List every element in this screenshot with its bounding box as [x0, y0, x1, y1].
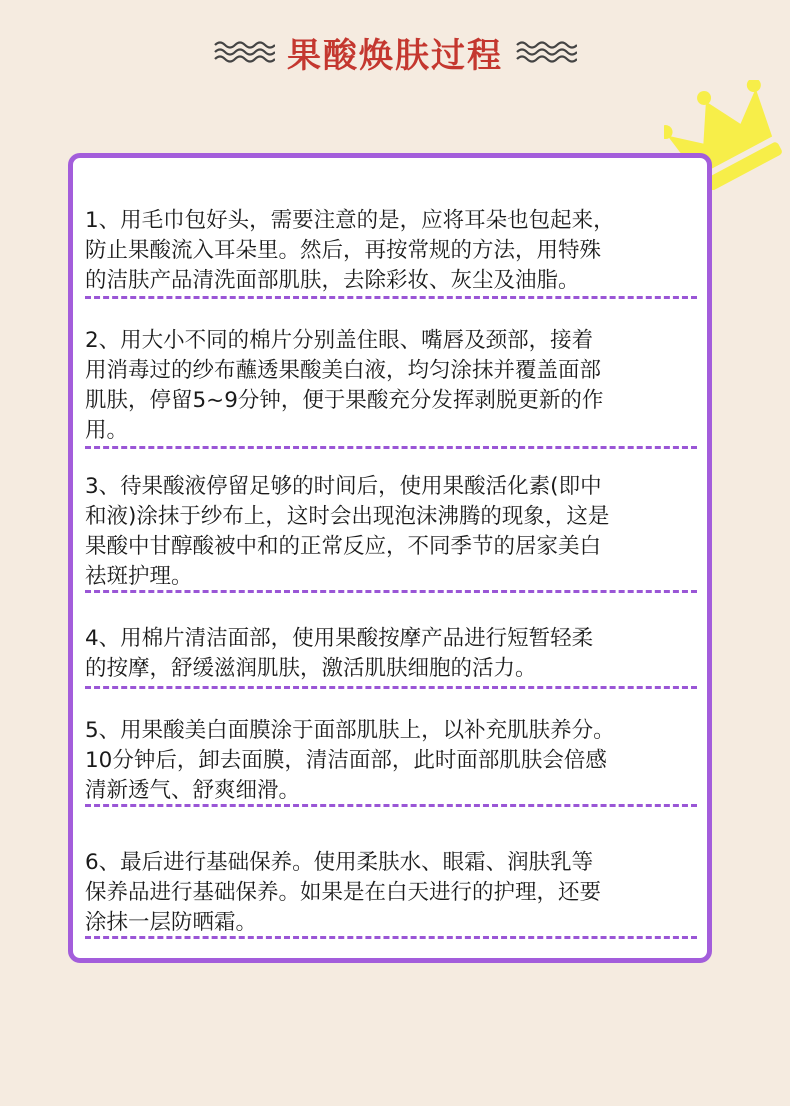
step-line: 防止果酸流入耳朵里。然后，再按常规的方法，用特殊: [85, 238, 602, 263]
wave-icon: [213, 39, 275, 65]
step-5: [85, 716, 710, 806]
step-line: 1、用毛巾包好头，需要注意的是，应将耳朵也包起来，: [85, 208, 615, 233]
step-2: [85, 326, 710, 446]
step-line: 肌肤，停留5~9分钟，便于果酸充分发挥剥脱更新的作: [85, 388, 604, 413]
wave-icon: [515, 39, 577, 65]
dashed-divider: [85, 936, 697, 939]
dashed-divider: [85, 590, 697, 593]
dashed-divider: [85, 804, 697, 807]
step-line: 和液)涂抹于纱布上，这时会出现泡沫沸腾的现象，这是: [85, 504, 610, 529]
dashed-divider: [85, 296, 697, 299]
step-1: [85, 206, 710, 296]
step-line: 的洁肤产品清洗面部肌肤，去除彩妆、灰尘及油脂。: [85, 268, 580, 293]
step-line: 3、待果酸液停留足够的时间后，使用果酸活化素(即中: [85, 474, 602, 499]
step-line: 的按摩，舒缓滋润肌肤，激活肌肤细胞的活力。: [85, 656, 537, 681]
dashed-divider: [85, 686, 697, 689]
page-header: [0, 22, 790, 82]
step-4: [85, 624, 710, 684]
step-line: 保养品进行基础保养。如果是在白天进行的护理，还要: [85, 880, 602, 905]
step-line: 清新透气、舒爽细滑。: [85, 778, 301, 803]
page-title: 果酸焕肤过程: [287, 35, 503, 76]
step-line: 4、用棉片清洁面部，使用果酸按摩产品进行短暂轻柔: [85, 626, 594, 651]
step-6: [85, 848, 710, 938]
dashed-divider: [85, 446, 697, 449]
step-line: 用。: [85, 418, 129, 443]
step-3: [85, 472, 710, 592]
step-line: 6、最后进行基础保养。使用柔肤水、眼霜、润肤乳等: [85, 850, 594, 875]
step-line: 2、用大小不同的棉片分别盖住眼、嘴唇及颈部，接着: [85, 328, 594, 353]
step-line: 5、用果酸美白面膜涂于面部肌肤上，以补充肌肤养分。: [85, 718, 615, 743]
step-line: 10分钟后，卸去面膜，清洁面部，此时面部肌肤会倍感: [85, 748, 607, 773]
step-line: 果酸中甘醇酸被中和的正常反应，不同季节的居家美白: [85, 534, 602, 559]
steps-card: [68, 153, 712, 963]
step-line: 涂抹一层防晒霜。: [85, 910, 258, 935]
step-line: 祛斑护理。: [85, 564, 193, 589]
step-line: 用消毒过的纱布蘸透果酸美白液，均匀涂抹并覆盖面部: [85, 358, 602, 383]
